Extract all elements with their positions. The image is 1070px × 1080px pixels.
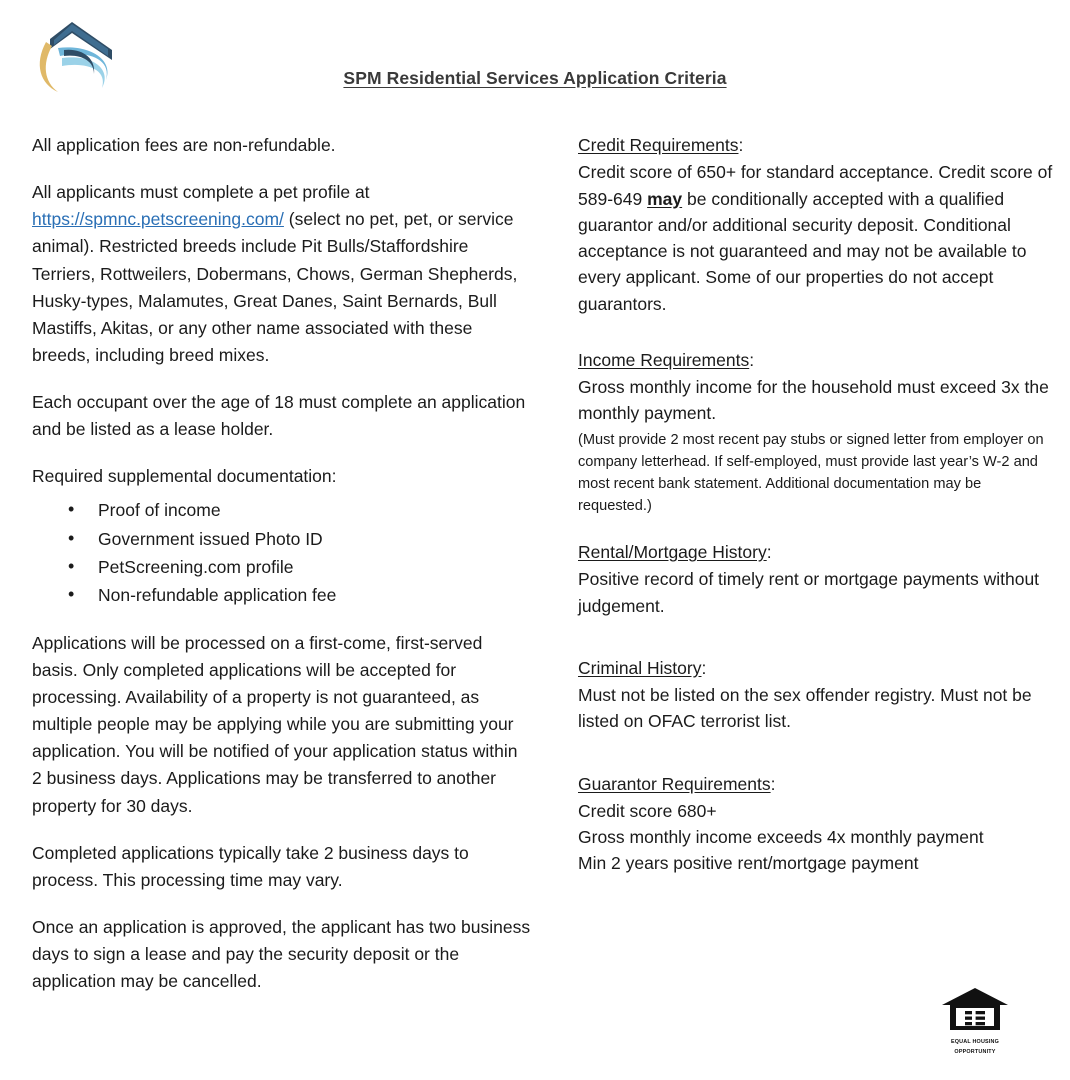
list-item: • Non-refundable application fee	[98, 581, 532, 609]
occupant-paragraph: Each occupant over the age of 18 must complete an application and be listed as a lease holder.	[32, 392, 526, 440]
credit-requirements-heading-colon: :	[738, 135, 744, 155]
right-column	[578, 132, 1058, 899]
pet-profile-paragraph	[32, 179, 532, 369]
guarantor-requirements-heading	[578, 771, 1058, 797]
guarantor-line-2: Gross monthly income exceeds 4x monthly payment	[578, 827, 984, 848]
pet-profile-text-before: All applicants must complete a pet profile at	[32, 182, 370, 203]
processing-time-paragraph: Completed applications typically take 2 business days to process. This processing time may vary.	[32, 842, 469, 890]
supplemental-docs-list	[32, 496, 532, 609]
criminal-history-body: Must not be listed on the sex offender registry. Must not be listed on OFAC terrorist list.	[578, 685, 1032, 732]
fees-paragraph: All application fees are non-refundable.	[32, 135, 336, 155]
list-item: • Proof of income	[98, 496, 532, 524]
supplemental-docs-heading: Required supplemental documentation:	[32, 466, 337, 487]
guarantor-line-3: Min 2 years positive rent/mortgage payment	[578, 853, 919, 874]
pet-profile-text-after: (select no pet, pet, or service animal). Restricted breeds include Pit Bulls/Staffordshire Terriers, Rottweilers, Dobermans, Chows, German Shepherds, Husky-types, Malamutes, Great Danes, Saint Bernards, Bull Mastiffs, Akitas, or any other name associated with these breeds, including breed mixes.	[32, 209, 518, 365]
equal-housing-caption-line2: OPPORTUNITY	[954, 1048, 996, 1055]
income-requirements-body: Gross monthly income for the household must exceed 3x the monthly payment.	[578, 377, 1049, 424]
criminal-history-heading-colon: :	[701, 657, 707, 678]
credit-body-part1: Credit score of 650+ for standard acceptance. Credit score of 589-649	[578, 162, 1053, 209]
income-requirements-heading-text: Income Requirements	[578, 349, 750, 370]
list-item: • Government issued Photo ID	[98, 525, 532, 553]
petscreening-link[interactable]: https://spmnc.petscreening.com/	[32, 209, 284, 230]
credit-requirements-body	[578, 159, 1058, 317]
left-column	[32, 132, 542, 1015]
equal-housing-icon	[940, 986, 1010, 1032]
guarantor-requirements-heading-colon: :	[770, 773, 776, 794]
spacer	[578, 641, 1058, 655]
guarantor-requirements-heading-text: Guarantor Requirements	[578, 773, 771, 794]
page-title: SPM Residential Services Application Criteria	[343, 68, 727, 88]
income-requirements-section	[578, 347, 1058, 517]
processing-paragraph: Applications will be processed on a first-come, first-served basis. Only completed applications will be accepted for processing. Availability of a property is not guaranteed, as multiple people may be applying while you are submitting your application. You will be notified of your application status within 2 business days. Applications may be transferred to another property for 30 days.	[32, 632, 518, 816]
criminal-history-section	[578, 655, 1058, 735]
criminal-history-heading-text: Criminal History	[578, 657, 702, 678]
credit-requirements-heading	[578, 132, 1058, 158]
rental-history-heading-colon: :	[766, 542, 772, 563]
list-item: • PetScreening.com profile	[98, 553, 532, 581]
guarantor-line-1: Credit score 680+	[578, 800, 717, 821]
credit-body-emphasis: may	[647, 188, 683, 209]
income-requirements-heading	[578, 347, 1058, 373]
equal-housing-opportunity-logo	[938, 986, 1012, 1056]
equal-housing-caption-line1: EQUAL HOUSING	[950, 1039, 1000, 1046]
guarantor-requirements-section	[578, 771, 1058, 877]
credit-requirements-section	[578, 132, 1058, 317]
spacer	[578, 339, 1058, 347]
document-body	[0, 132, 1070, 1015]
criminal-history-heading	[578, 655, 1058, 681]
credit-body-part2: be conditionally accepted with a qualified guarantor and/or additional security deposit. Conditional acceptance is not guaranteed and may not be available to every applicant. Some of our properties do not accept guarantors.	[578, 188, 1027, 314]
rental-history-section	[578, 539, 1058, 619]
income-requirements-heading-colon: :	[749, 349, 755, 370]
rental-history-body: Positive record of timely rent or mortgage payments without judgement.	[578, 569, 1040, 616]
income-requirements-note: (Must provide 2 most recent pay stubs or signed letter from employer on company letterhead. If self-employed, must provide last year’s W-2 and most recent bank statement. Additional documentation may be requested.)	[578, 431, 1044, 515]
spacer	[578, 757, 1058, 771]
rental-history-heading-text: Rental/Mortgage History	[578, 542, 767, 563]
rental-history-heading	[578, 539, 1058, 565]
credit-requirements-heading-text: Credit Requirements	[578, 135, 739, 155]
approval-paragraph: Once an application is approved, the applicant has two business days to sign a lease and pay the security deposit or the application may be cancelled.	[32, 916, 531, 992]
